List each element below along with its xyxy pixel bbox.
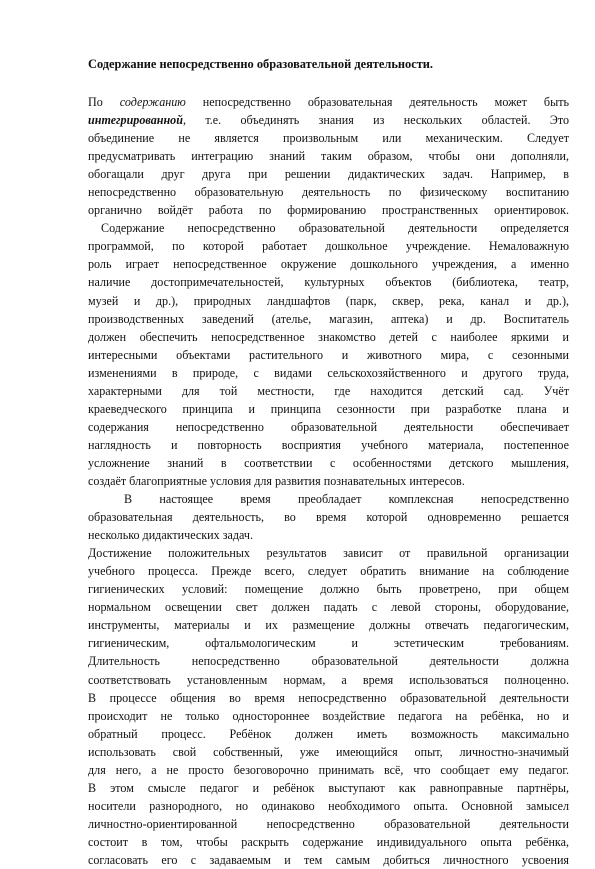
text-line: состоит в том, чтобы раскрыть содержание индивидуального опыта ребёнка,: [88, 834, 569, 849]
text-line: содержания непосредственно образовательной деятельности обеспечивает: [88, 419, 569, 434]
text-line: объединение не является произвольным или механическим. Следует: [88, 131, 569, 146]
paragraph-complex: [88, 490, 569, 544]
text-line: характерными для той местности, где находится детский сад. Учёт: [88, 383, 569, 398]
paragraph-intro: [88, 93, 569, 219]
text-line: Достижение положительных результатов зависит от правильной организации: [88, 546, 569, 561]
text-line: должен обеспечить непосредственное знакомство детей с наиболее яркими и: [88, 329, 569, 344]
text-line: роль играет непосредственное окружение дошкольного учреждения, а именно: [88, 257, 569, 272]
text-line: производственных заведений (ателье, магазин, аптека) и др. Воспитатель: [88, 311, 569, 326]
text-line: В процессе общения во время непосредственно образовательной деятельности: [88, 690, 569, 705]
text-line: для него, а не просто безоговорочно принимать всё, что сообщает ему педагог.: [88, 762, 569, 777]
text-line: непосредственно образовательную деятельность по физическому воспитанию: [88, 185, 569, 200]
text-line: Содержание непосредственно образовательной деятельности определяется: [101, 221, 569, 236]
text-line: использовать свой собственный, уже имеющийся опыт, личностно-значимый: [88, 744, 569, 759]
text-line: наличие достопримечательностей, культурных объектов (библиотека, театр,: [88, 275, 569, 290]
text-line: инструменты, материалы и их размещение должны отвечать педагогическим,: [88, 618, 569, 633]
text-line: изменениями в природе, с видами сельскохозяйственного и другого труда,: [88, 365, 569, 380]
text-line: гигиенических условий: помещение должно быть проветрено, при общем: [88, 582, 569, 597]
text-line: органично войдёт работа по формированию пространственных ориентировок.: [88, 203, 569, 218]
document-body: [88, 93, 569, 869]
text-line: В этом смысле педагог и ребёнок выступают как равноправные партнёры,: [88, 780, 569, 795]
text-line: интегрированной, т.е. объединять знания из нескольких областей. Это: [88, 113, 569, 128]
document-title: Содержание непосредственно образовательной деятельности.: [88, 57, 434, 71]
text-line: происходит не только одностороннее воздействие педагога на ребёнка, но и: [88, 708, 569, 723]
paragraph-organization: [88, 544, 569, 688]
text-line: личностно-ориентированной непосредственно образовательной деятельности: [88, 816, 569, 831]
text-line: обогащали друг друга при решении дидактических задач. Например, в: [88, 167, 569, 182]
text-line: несколько дидактических задач.: [88, 528, 253, 543]
text-line: гигиеническим, офтальмологическим и эстетическим требованиям.: [88, 636, 569, 651]
emphasis-word: интегрированной: [88, 113, 183, 128]
text-line: образовательная деятельность, во время которой одновременно решается: [88, 510, 569, 525]
text-line: предусматривать интеграцию знаний таким образом, чтобы они дополняли,: [88, 149, 569, 164]
text-line: согласовать его с задаваемым и тем самым добиться личностного усвоения: [88, 852, 569, 867]
text-line: программой, по которой работает дошкольное учреждение. Немаловажную: [88, 239, 569, 254]
text-line: краеведческого принципа и принципа сезонности при разработке плана и: [88, 401, 569, 416]
text-line: носители разнородного, но одинаково необходимого опыта. Основной замысел: [88, 798, 569, 813]
paragraph-program: [88, 219, 569, 490]
text-line: В настоящее время преобладает комплексная непосредственно: [124, 492, 569, 507]
text-line: Длительность непосредственно образовательной деятельности должна: [88, 654, 569, 669]
text-line: наглядность и повторность восприятия учебного материала, постепенное: [88, 437, 569, 452]
text-line: соответствовать установленным нормам, а время использоваться полноценно.: [88, 672, 569, 687]
text-line: обратный процесс. Ребёнок должен иметь возможность максимально: [88, 726, 569, 741]
text-line: музей и др.), природных ландшафтов (парк, сквер, река, канал и др.),: [88, 293, 569, 308]
emphasis-word: содержанию: [119, 95, 186, 109]
text-line: интересными объектами растительного и животного мира, с сезонными: [88, 347, 569, 362]
text-line: нормальном освещении свет должен падать с левой стороны, оборудование,: [88, 600, 569, 615]
text-line: создаёт благоприятные условия для развития познавательных интересов.: [88, 473, 465, 488]
text-line: усложнение знаний в соответствии с особенностями детского мышления,: [88, 455, 569, 470]
text-line: По содержанию непосредственно образовательная деятельность может быть: [88, 95, 569, 109]
text-line: учебного процесса. Прежде всего, следует обратить внимание на соблюдение: [88, 564, 569, 579]
